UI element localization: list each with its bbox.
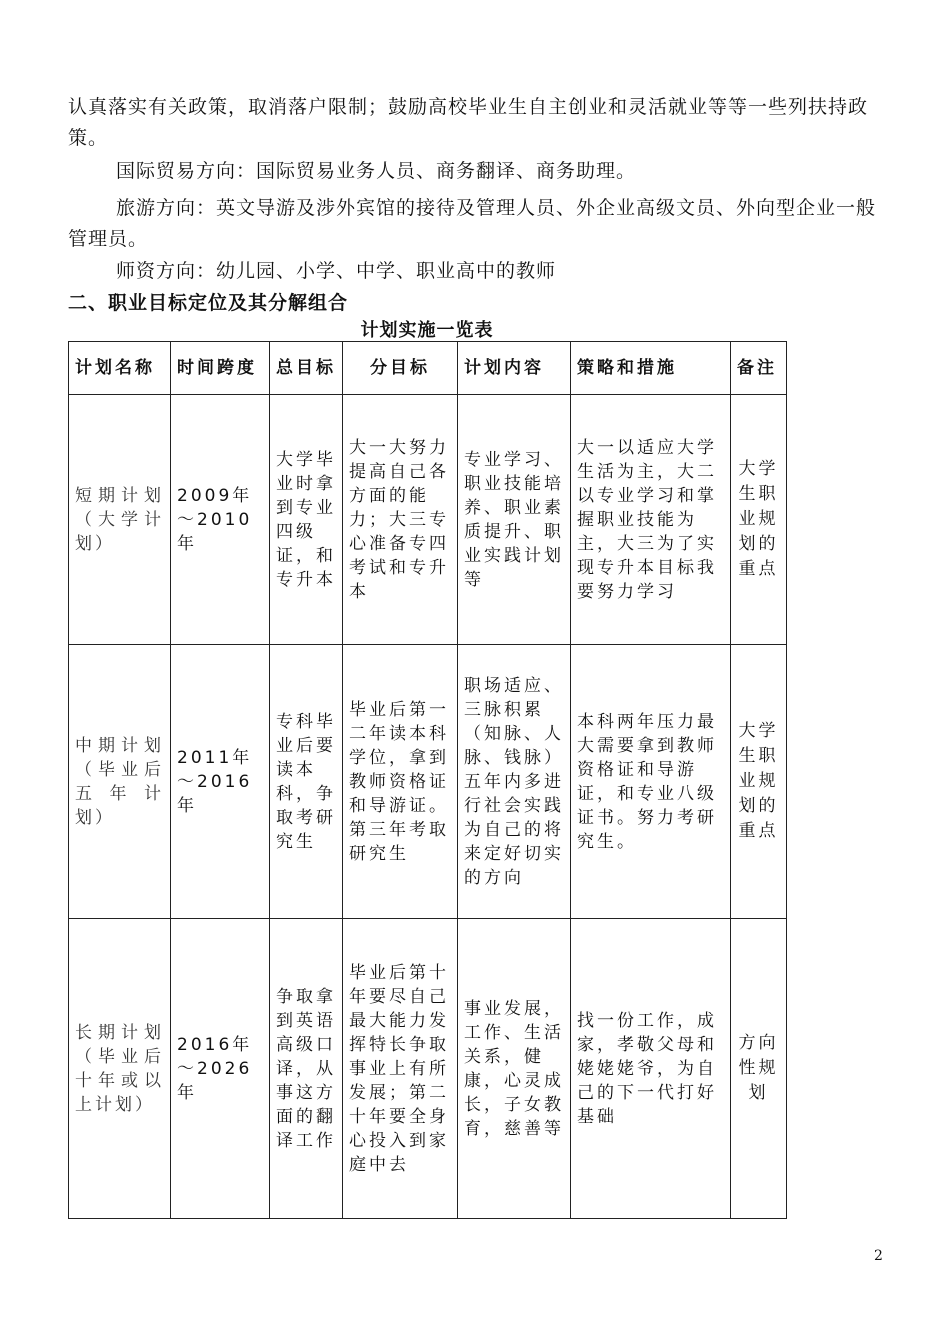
page-number: 2 xyxy=(874,1248,883,1264)
table-caption: 计划实施一览表 xyxy=(360,320,494,341)
header-note: 备注 xyxy=(731,342,787,395)
cell-overall-goal: 争取拿到英语高级口译，从事这方面的翻译工作 xyxy=(270,919,343,1219)
table-row xyxy=(69,919,787,1219)
cell-time-span: 2011年～2016年 xyxy=(171,645,270,919)
cell-sub-goal: 大一大努力提高自己各方面的能力；大三专心准备专四考试和专升本 xyxy=(343,395,458,645)
cell-overall-goal: 专科毕业后要读本科，争取考研究生 xyxy=(270,645,343,919)
cell-sub-goal: 毕业后第一二年读本科学位，拿到教师资格证和导游证。第三年考取研究生 xyxy=(343,645,458,919)
header-overall-goal: 总目标 xyxy=(270,342,343,395)
header-strategy: 策略和措施 xyxy=(571,342,731,395)
section-heading: 二、职业目标定位及其分解组合 xyxy=(68,292,349,314)
paragraph-policy: 认真落实有关政策，取消落户限制；鼓励高校毕业生自主创业和灵活就业等等一些列扶持政策。 xyxy=(68,96,869,149)
table-row xyxy=(69,395,787,645)
cell-strategy: 找一份工作，成家，孝敬父母和姥姥姥爷，为自己的下一代打好基础 xyxy=(571,919,731,1219)
cell-plan-content: 事业发展，工作、生活关系，健康，心灵成长，子女教育，慈善等 xyxy=(458,919,571,1219)
cell-note: 方向性规划 xyxy=(731,919,787,1219)
cell-plan-name: 短期计划（大学计划） xyxy=(69,395,171,645)
cell-strategy: 本科两年压力最大需要拿到教师资格证和导游证，和专业八级证书。努力考研究生。 xyxy=(571,645,731,919)
cell-plan-name: 长期计划（毕业后十年或以上计划） xyxy=(69,919,171,1219)
table-header-row xyxy=(69,342,787,395)
header-time-span: 时间跨度 xyxy=(171,342,270,395)
cell-plan-content: 职场适应、三脉积累（知脉、人脉、钱脉）五年内多进行社会实践为自己的将来定好切实的方向 xyxy=(458,645,571,919)
cell-plan-name: 中期计划（毕业后五年计划） xyxy=(69,645,171,919)
header-plan-content: 计划内容 xyxy=(458,342,571,395)
cell-overall-goal: 大学毕业时拿到专业四级证，和专升本 xyxy=(270,395,343,645)
header-plan-name: 计划名称 xyxy=(69,342,171,395)
cell-plan-content: 专业学习、职业技能培养、职业素质提升、职业实践计划等 xyxy=(458,395,571,645)
cell-time-span: 2016年～2026年 xyxy=(171,919,270,1219)
cell-note: 大学生职业规划的重点 xyxy=(731,645,787,919)
paragraph-tourism-direction: 旅游方向：英文导游及涉外宾馆的接待及管理人员、外企业高级文员、外向型企业一般管理员。 xyxy=(68,197,877,250)
cell-note: 大学生职业规划的重点 xyxy=(731,395,787,645)
paragraph-teacher-direction: 师资方向：幼儿园、小学、中学、职业高中的教师 xyxy=(116,260,557,282)
cell-strategy: 大一以适应大学生活为主，大二以专业学习和掌握职业技能为主，大三为了实现专升本目标我要努力学习 xyxy=(571,395,731,645)
header-sub-goal: 分目标 xyxy=(343,342,458,395)
cell-sub-goal: 毕业后第十年要尽自己最大能力发挥特长争取事业上有所发展；第二十年要全身心投入到家庭中去 xyxy=(343,919,458,1219)
cell-time-span: 2009年～2010年 xyxy=(171,395,270,645)
paragraph-trade-direction: 国际贸易方向：国际贸易业务人员、商务翻译、商务助理。 xyxy=(116,160,637,182)
plan-table xyxy=(68,341,787,1219)
table-row xyxy=(69,645,787,919)
